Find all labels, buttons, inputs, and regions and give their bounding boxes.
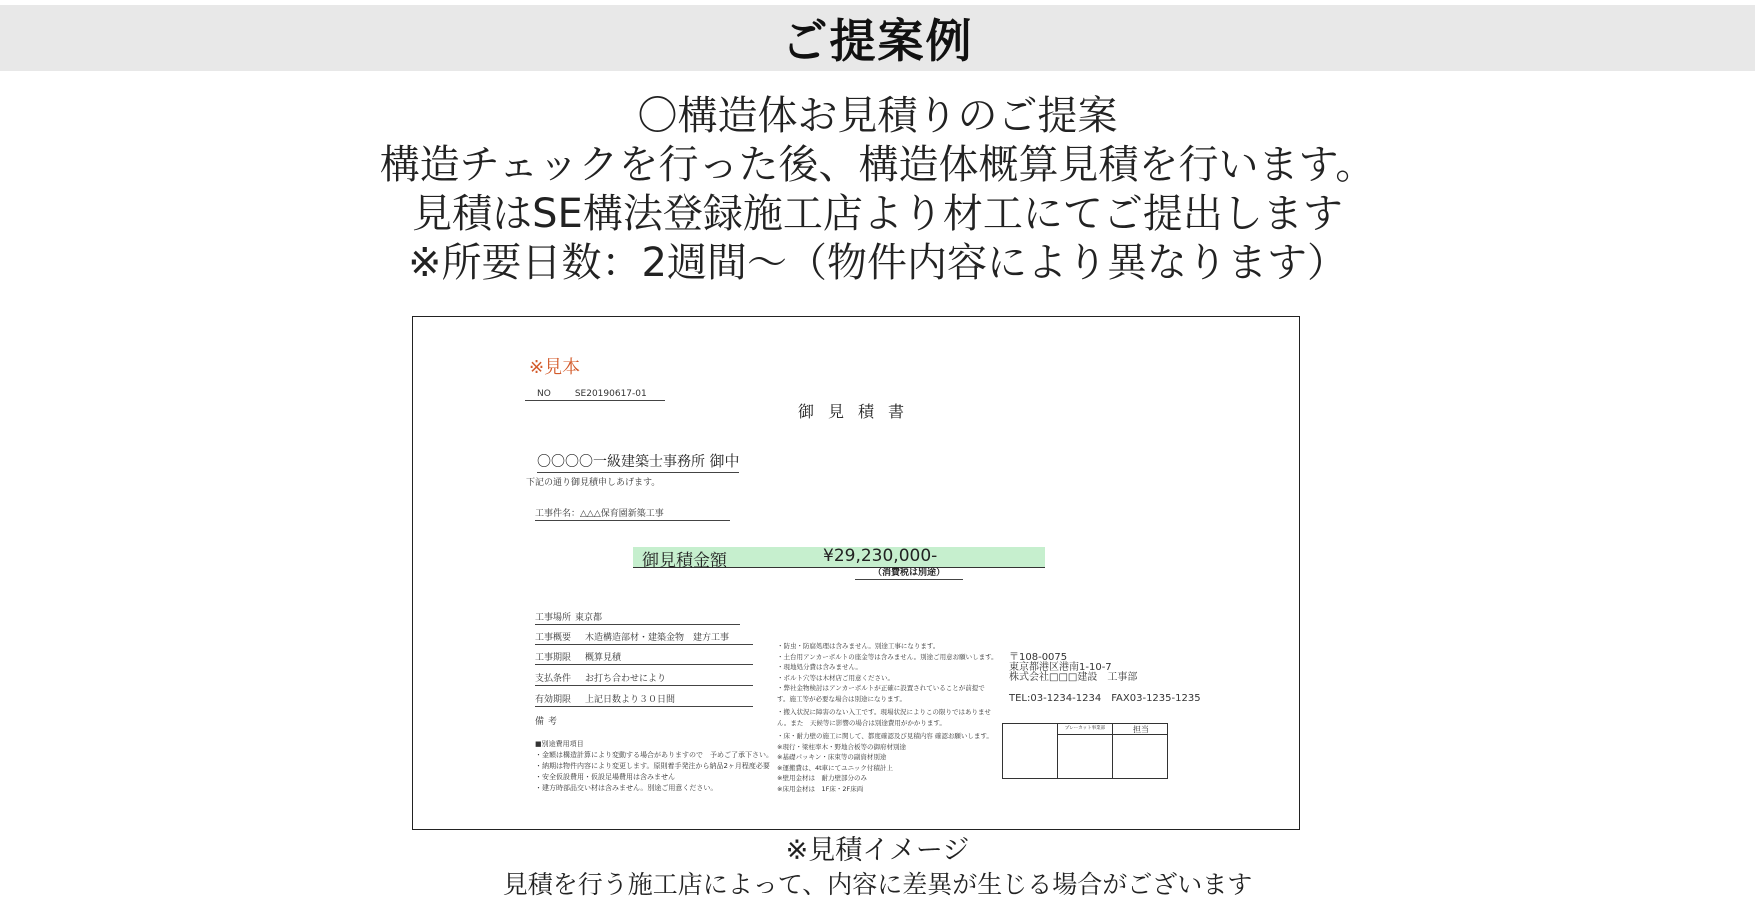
- condition-value: 東京都: [575, 613, 603, 623]
- caption-line-2: 見積を行う施工店によって、内容に差異が生じる場合がございます: [502, 870, 1253, 899]
- condition-row: [535, 671, 753, 686]
- document-number-label: NO: [537, 389, 551, 399]
- note-line: ※床用金材は 1F床・2F床両: [777, 784, 864, 793]
- condition-value: お打ち合わせにより: [585, 674, 667, 684]
- note-line: ・建方時部品交い材は含みません。別途ご用意ください。: [535, 784, 718, 792]
- condition-row: [535, 630, 753, 645]
- condition-key: 工事概要: [535, 633, 572, 643]
- page-title: ご提案例: [781, 14, 974, 68]
- note-line: ※壁用金材は 耐力壁部分のみ: [777, 774, 867, 782]
- caption-line-1: ※見積イメージ: [785, 835, 970, 866]
- amount-label: 御見積金額: [642, 551, 727, 571]
- image-caption: [0, 834, 1755, 902]
- intro-text: [0, 92, 1755, 288]
- condition-key: 支払条件: [535, 674, 572, 684]
- note-line: ・土台用アンカーボルトの座金等は含みません。別途ご用意お願いします。: [777, 652, 998, 661]
- note-line: ※基礎パッキン・床束等の副資材別途: [777, 753, 887, 761]
- estimate-title: 御見積書: [798, 402, 919, 421]
- condition-value: 概算見積: [585, 653, 622, 663]
- condition-row: [535, 650, 753, 665]
- note-line: ・防虫・防腐処理は含みません。別途工事になります。: [777, 642, 940, 650]
- note-line: ・金額は構造計算により変動する場合がありますので 予めご了承下さい。: [535, 751, 773, 759]
- client-name-text: 〇〇〇〇一級建築士事務所: [537, 454, 705, 470]
- intro-line-4: ※所要日数：2週間～（物件内容により異なります）: [408, 240, 1347, 286]
- condition-key: 有効期限: [535, 695, 572, 705]
- intro-line-1: 〇構造体お見積りのご提案: [637, 93, 1118, 139]
- note-line: す。施工等が必要な場合は別途になります。: [777, 694, 906, 703]
- remarks-label: 備考: [535, 717, 562, 727]
- company-info: [1009, 653, 1137, 683]
- document-number-value: SE20190617-01: [574, 389, 647, 399]
- condition-key: 工事期限: [535, 653, 572, 663]
- note-line: ・安全仮設費用・仮設足場費用は含みません: [535, 773, 675, 781]
- note-line: ■別途費用項目: [535, 740, 584, 748]
- company-name: 株式会社□□□建設 工事部: [1009, 672, 1138, 683]
- tax-note: （消費税は別途）: [855, 565, 963, 580]
- estimate-intro: 下記の通り御見積申しあげます。: [526, 478, 661, 488]
- notes-left: [535, 739, 773, 794]
- condition-row: [535, 610, 740, 625]
- company-address: 東京都港区港南1-10-7: [1009, 662, 1112, 673]
- condition-value: 木造構造部材・建築金物 建方工事: [585, 633, 730, 643]
- note-line: ※現行・梁柱率木・野地合板等の御府材別途: [777, 742, 906, 751]
- company-tel: TEL:03-1234-1234 FAX03-1235-1235: [1009, 693, 1201, 704]
- title-banner: [0, 5, 1755, 71]
- condition-row: [535, 692, 753, 707]
- note-line: ・床・耐力壁の施工に関して、都度確認及び見積内容 確認お願いします。: [777, 732, 993, 740]
- note-line: ※運搬費は、4t車にてユニック付積計上: [777, 763, 893, 772]
- stamp-header-precut: プレーカット事業部: [1064, 726, 1106, 731]
- note-line: ・搬入状況に障害のない入工です。現場状況によりこの限りではありませ: [777, 708, 991, 716]
- company-postal: 〒108-0075: [1009, 652, 1068, 663]
- notes-middle: [777, 641, 998, 794]
- condition-value: 上記日数より３０日間: [585, 695, 676, 705]
- document-number: [525, 389, 665, 401]
- sample-mark: ※見本: [529, 357, 581, 378]
- note-line: ・納期は物件内容により変更します。原則着手発注から納品2ヶ月程度必要: [535, 762, 770, 770]
- estimate-sheet-image: [412, 316, 1300, 830]
- stamp-header-staff: 担当: [1133, 725, 1149, 734]
- note-line: ・現地処分費は含みません。: [777, 663, 862, 671]
- amount-value: ¥29,230,000-: [823, 546, 938, 566]
- approval-stamp-box: [1002, 723, 1168, 779]
- project-name: 工事件名：△△△保育園新築工事: [535, 506, 730, 521]
- note-line: ・ボルト穴等は木材店ご用意ください。: [777, 673, 894, 682]
- client-name: [537, 450, 739, 473]
- condition-key: 工事場所: [535, 613, 572, 623]
- intro-line-3: 見積はSE構法登録施工店より材工にてご提出します: [412, 191, 1343, 237]
- note-line: ・弊社金物検討はアンカーボルトが正確に設置されていることが前提で: [777, 684, 985, 692]
- intro-line-2: 構造チェックを行った後、構造体概算見積を行います。: [379, 142, 1376, 188]
- client-suffix: 御中: [709, 452, 740, 470]
- note-line: ん。また 天候等に影響の場合は別途費用がかかります。: [777, 718, 946, 727]
